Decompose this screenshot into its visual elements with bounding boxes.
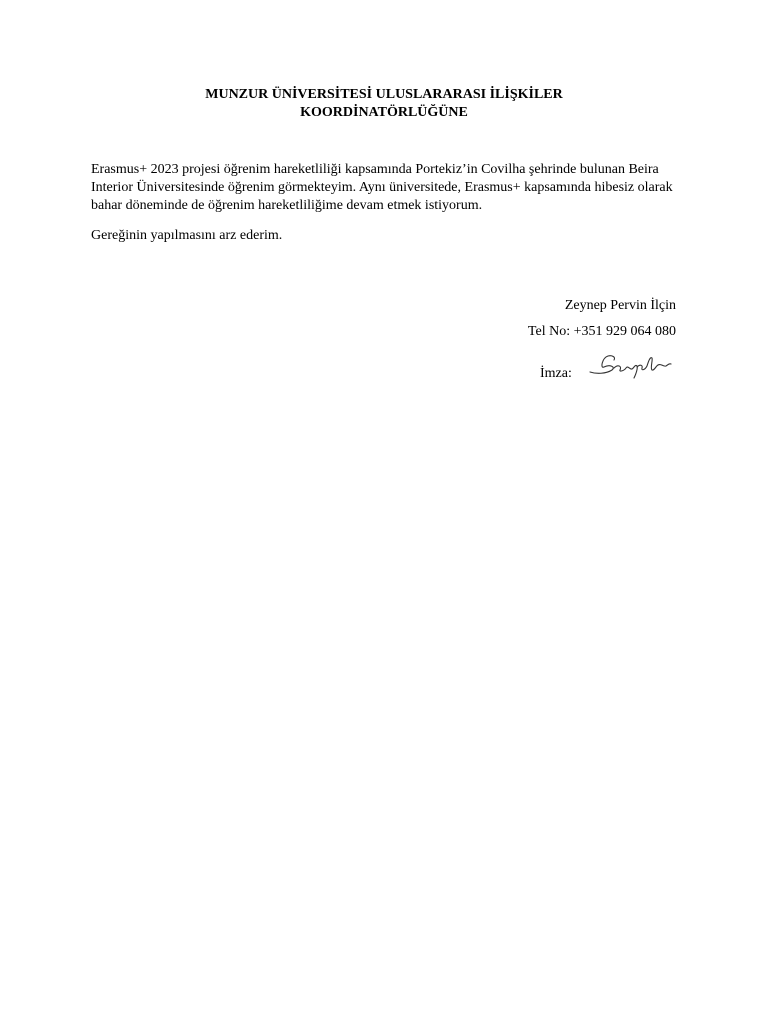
document-title — [0, 86, 768, 122]
signature-row — [540, 352, 680, 382]
imza-label: İmza: — [540, 366, 572, 381]
signer-name: Zeynep Pervin İlçin — [564, 298, 676, 313]
body-paragraph-2: Gereğinin yapılmasını arz ederim. — [91, 228, 283, 243]
body-paragraph-1: Erasmus+ 2023 projesi öğrenim hareketliliği kapsamında Portekiz’in Covilha şehrinde bulunan Beira Interior Üniversitesinde öğrenim görmekteyim. Aynı üniversitede, Erasmus+ kapsamında hibesiz olarak bahar döneminde de öğrenim hareketliliğime devam etmek istiyorum. — [91, 162, 673, 213]
signer-phone: Tel No: +351 929 064 080 — [527, 324, 676, 339]
handwritten-signature — [586, 352, 678, 380]
document-body — [91, 161, 681, 245]
signature-block — [528, 297, 676, 341]
title-line-1: MUNZUR ÜNİVERSİTESİ ULUSLARARASI İLİŞKİLER — [205, 87, 563, 102]
title-line-2: KOORDİNATÖRLÜĞÜNE — [300, 105, 468, 120]
